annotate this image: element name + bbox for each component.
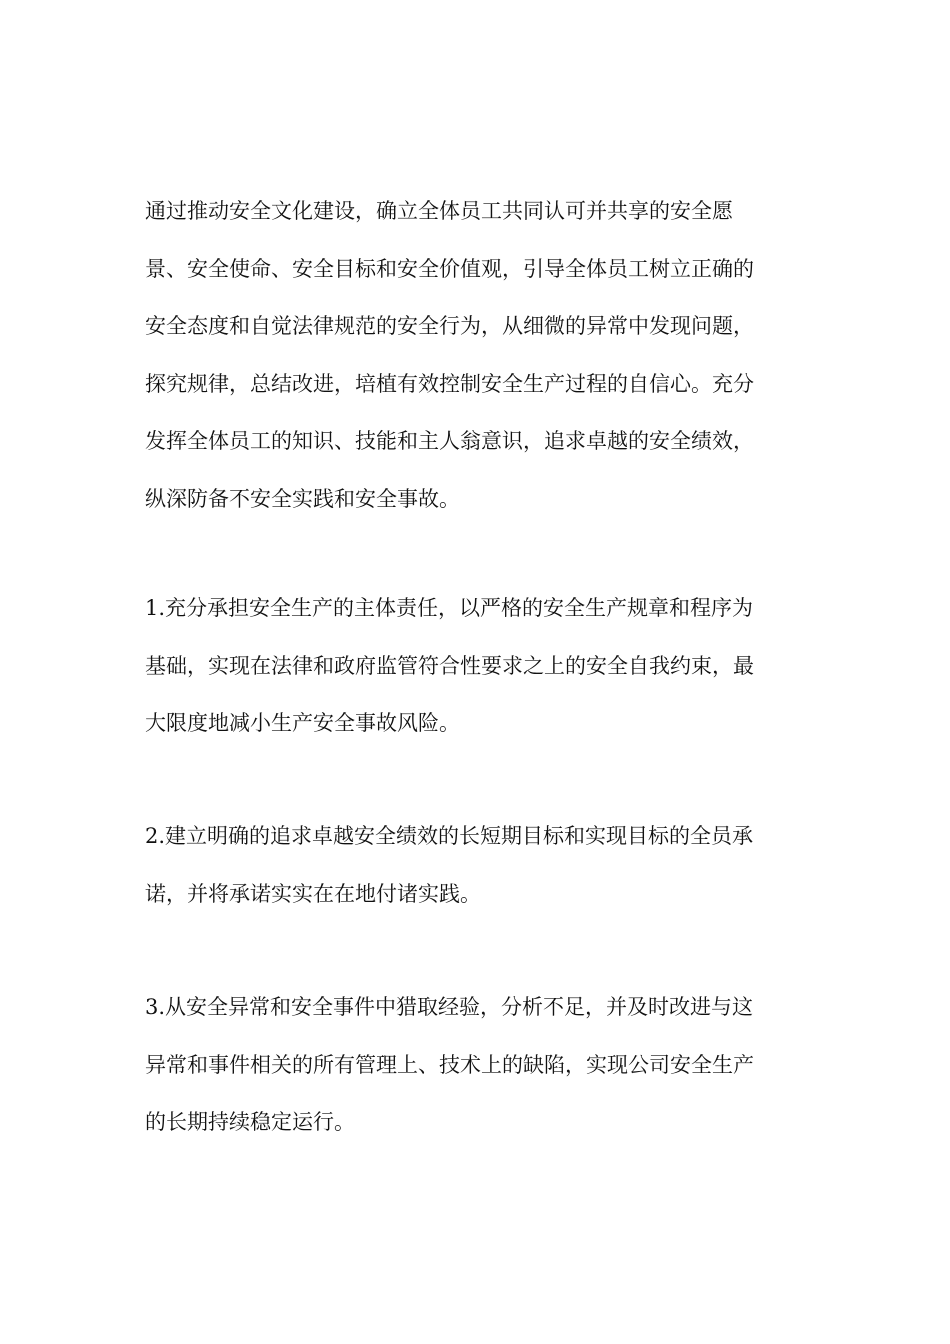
text-line: 纵深防备不安全实践和安全事故。	[145, 486, 460, 511]
numbered-item-3	[145, 979, 805, 1152]
text-line: 2.建立明确的追求卓越安全绩效的长短期目标和实现目标的全员承	[145, 824, 754, 848]
numbered-item-1	[145, 580, 805, 753]
text-line: 探究规律，总结改进，培植有效控制安全生产过程的自信心。充分	[145, 371, 754, 396]
text-line: 基础，实现在法律和政府监管符合性要求之上的安全自我约束，最	[145, 653, 754, 678]
text-line: 大限度地减小生产安全事故风险。	[145, 711, 460, 735]
text-line: 1.充分承担安全生产的主体责任，以严格的安全生产规章和程序为	[145, 596, 754, 620]
numbered-item-2	[145, 808, 805, 923]
text-line: 安全态度和自觉法律规范的安全行为，从细微的异常中发现问题，	[145, 314, 754, 338]
text-line: 3.从安全异常和安全事件中猎取经验，分析不足，并及时改进与这	[145, 995, 754, 1019]
text-line: 诺，并将承诺实实在在地付诸实践。	[145, 881, 481, 906]
text-line: 发挥全体员工的知识、技能和主人翁意识，追求卓越的安全绩效，	[145, 429, 754, 453]
text-line: 异常和事件相关的所有管理上、技术上的缺陷，实现公司安全生产	[145, 1052, 754, 1077]
intro-paragraph	[145, 183, 805, 528]
text-line: 景、安全使命、安全目标和安全价值观，引导全体员工树立正确的	[145, 256, 754, 281]
text-line: 的长期持续稳定运行。	[145, 1110, 355, 1134]
text-line: 通过推动安全文化建设，确立全体员工共同认可并共享的安全愿	[145, 199, 733, 223]
